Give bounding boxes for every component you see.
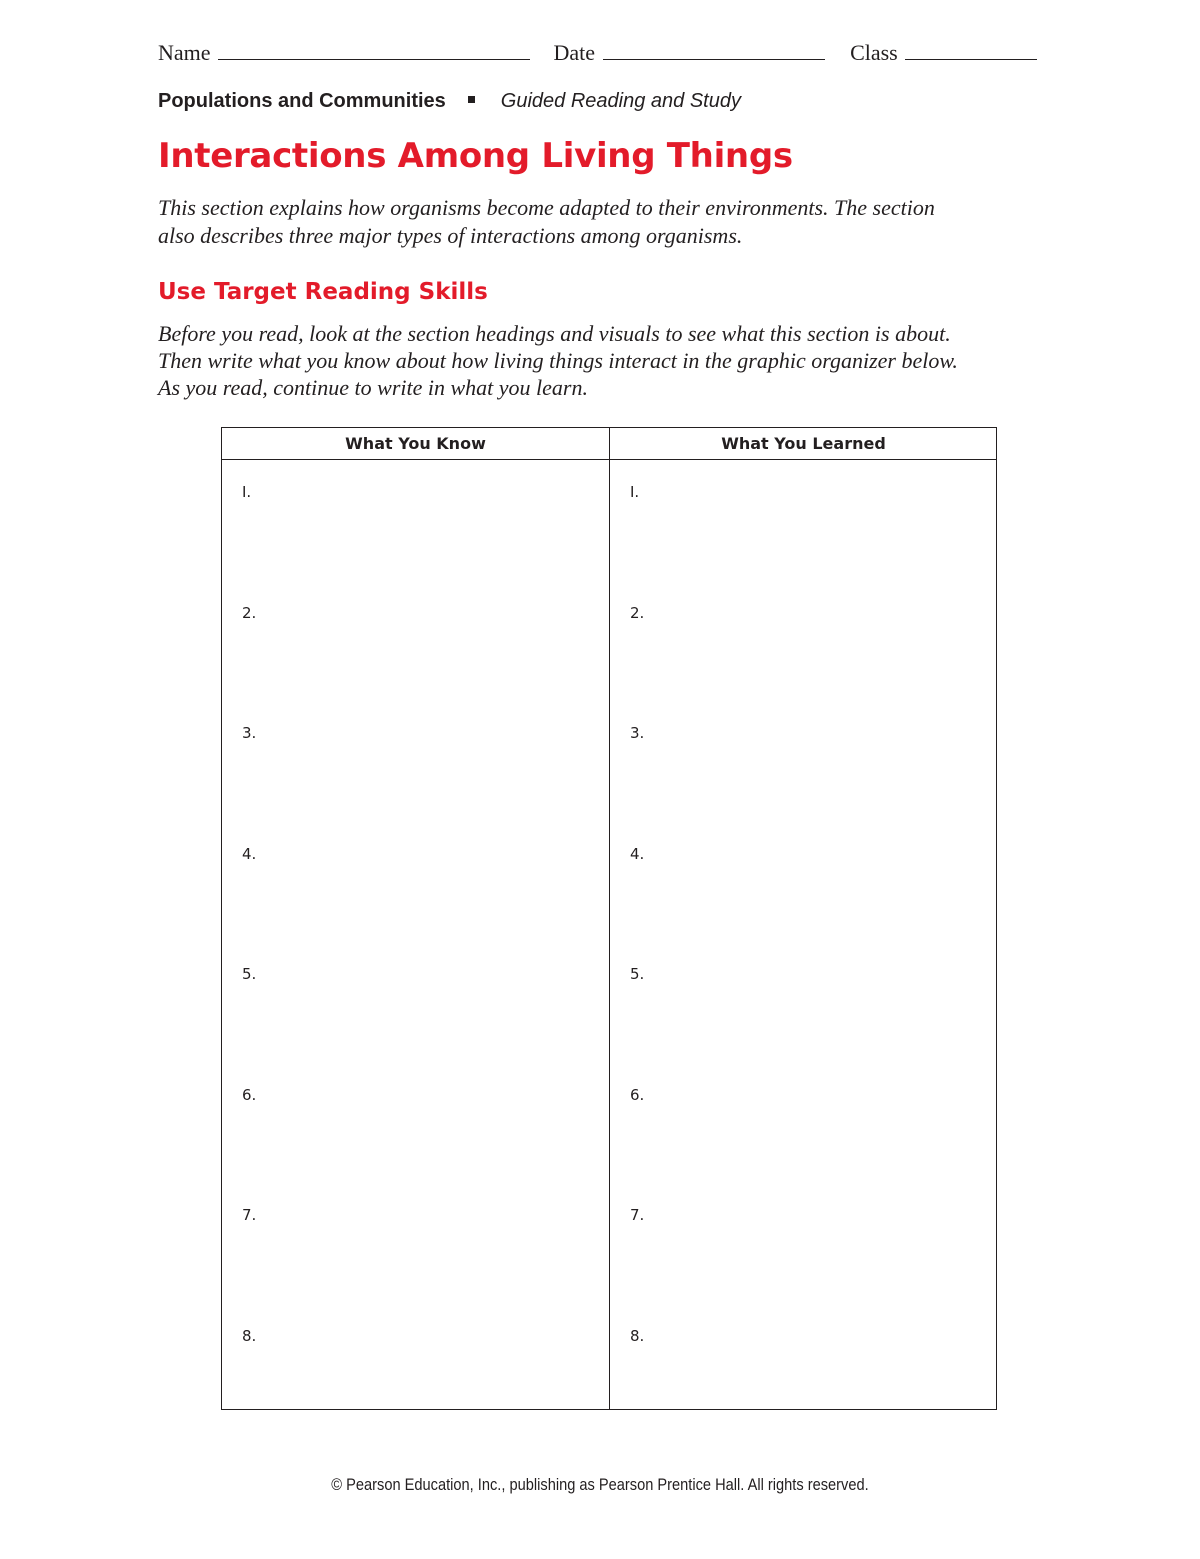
bullet-icon: [468, 96, 475, 103]
section-heading: Use Target Reading Skills: [158, 279, 488, 305]
know-item-1[interactable]: I.: [242, 483, 252, 501]
column-divider: [609, 428, 610, 1409]
student-info-line: [158, 38, 1037, 68]
instructions-text: Before you read, look at the section headings and visuals to see what this section is about. Then write what you know about how living things interact in the graphic organizer below. As you read, continue to write in what you learn.: [158, 321, 958, 400]
name-label: Name: [158, 40, 211, 65]
know-item-5[interactable]: 5.: [242, 965, 257, 983]
worksheet-type: Guided Reading and Study: [500, 90, 741, 112]
know-item-7[interactable]: 7.: [242, 1206, 257, 1224]
copyright-footer: © Pearson Education, Inc., publishing as Pearson Prentice Hall. All rights reserved.: [331, 1475, 869, 1494]
column-header-what-you-know: What You Know: [345, 434, 486, 453]
learned-item-1[interactable]: I.: [630, 483, 640, 501]
learned-item-8[interactable]: 8.: [630, 1326, 645, 1345]
know-item-2[interactable]: 2.: [242, 603, 257, 622]
learned-item-5[interactable]: 5.: [630, 965, 645, 983]
learned-item-3[interactable]: 3.: [630, 724, 645, 742]
learned-item-7[interactable]: 7.: [630, 1206, 645, 1224]
course-name: Populations and Communities: [158, 90, 446, 112]
graphic-organizer-table: [221, 427, 997, 1410]
know-item-3[interactable]: 3.: [242, 724, 257, 742]
know-item-8[interactable]: 8.: [242, 1326, 257, 1345]
subject-line: [158, 86, 741, 116]
know-item-6[interactable]: 6.: [242, 1085, 257, 1104]
date-label: Date: [553, 40, 596, 65]
date-field[interactable]: [603, 39, 825, 60]
learned-item-4[interactable]: 4.: [630, 844, 645, 863]
page-title: Interactions Among Living Things: [158, 136, 793, 176]
class-label: Class: [850, 40, 898, 65]
learned-item-2[interactable]: 2.: [630, 603, 645, 622]
know-item-4[interactable]: 4.: [242, 844, 257, 863]
column-header-what-you-learned: What You Learned: [721, 434, 886, 453]
section-intro: This section explains how organisms become adapted to their environments. The section also describes three major types of interactions among organisms.: [158, 195, 935, 248]
name-field[interactable]: [218, 39, 530, 60]
learned-item-6[interactable]: 6.: [630, 1085, 645, 1104]
class-field[interactable]: [905, 39, 1037, 60]
